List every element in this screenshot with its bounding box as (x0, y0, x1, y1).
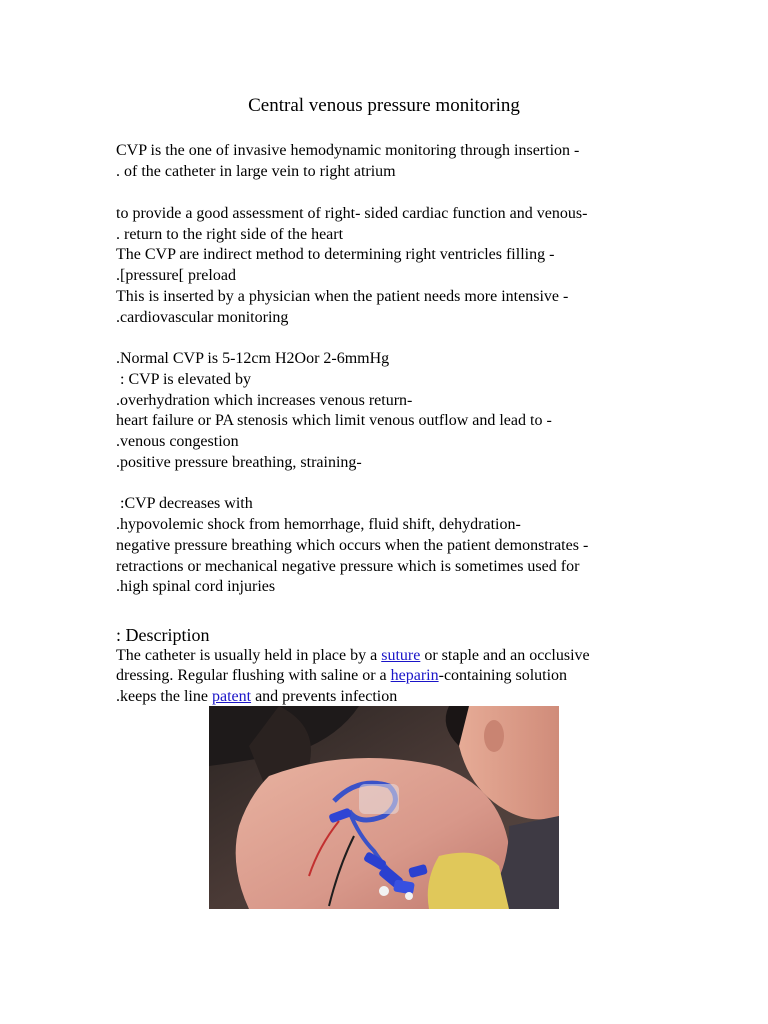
text-line: : CVP is elevated by (116, 371, 251, 388)
description-text: and prevents infection (251, 688, 398, 705)
text-line: .cardiovascular monitoring (116, 309, 289, 326)
text-line: to provide a good assessment of right- sided cardiac function and venous- (116, 205, 588, 222)
patient-cvp-catheter-photo (209, 706, 559, 909)
text-line: heart failure or PA stenosis which limit venous outflow and lead to - (116, 412, 552, 429)
heparin-link[interactable]: heparin (390, 667, 439, 684)
text-line: .overhydration which increases venous return- (116, 392, 413, 409)
text-line: . return to the right side of the heart (116, 226, 344, 243)
text-line: .venous congestion (116, 433, 239, 450)
description-line-2 (116, 666, 567, 686)
text-line: . of the catheter in large vein to right atrium (116, 163, 396, 180)
text-line: CVP is the one of invasive hemodynamic monitoring through insertion - (116, 142, 580, 159)
text-line: .positive pressure breathing, straining- (116, 454, 362, 471)
text-line: The CVP are indirect method to determining right ventricles filling - (116, 246, 555, 263)
description-line-1 (116, 646, 590, 666)
text-line: negative pressure breathing which occurs when the patient demonstrates - (116, 537, 589, 554)
description-text: -containing solution (438, 667, 568, 684)
photo-illustration (209, 706, 559, 909)
text-line: .[pressure[ preload (116, 267, 236, 284)
description-text: The catheter is usually held in place by a (116, 647, 382, 664)
text-line: .Normal CVP is 5-12cm H2Oor 2-6mmHg (116, 350, 390, 367)
text-line: :CVP decreases with (116, 495, 253, 512)
description-line-3 (116, 687, 397, 707)
patent-link[interactable]: patent (211, 688, 252, 705)
description-text: .keeps the line (116, 688, 212, 705)
text-line: retractions or mechanical negative pressure which is sometimes used for (116, 558, 580, 575)
text-line: .hypovolemic shock from hemorrhage, fluid shift, dehydration- (116, 516, 521, 533)
page-title: Central venous pressure monitoring (248, 95, 520, 116)
description-text: or staple and an occlusive (420, 647, 590, 664)
suture-link[interactable]: suture (381, 647, 421, 664)
description-text: dressing. Regular flushing with saline or a (116, 667, 391, 684)
text-line: This is inserted by a physician when the patient needs more intensive - (116, 288, 569, 305)
text-line: .high spinal cord injuries (116, 578, 276, 595)
description-heading: : Description (116, 625, 210, 645)
